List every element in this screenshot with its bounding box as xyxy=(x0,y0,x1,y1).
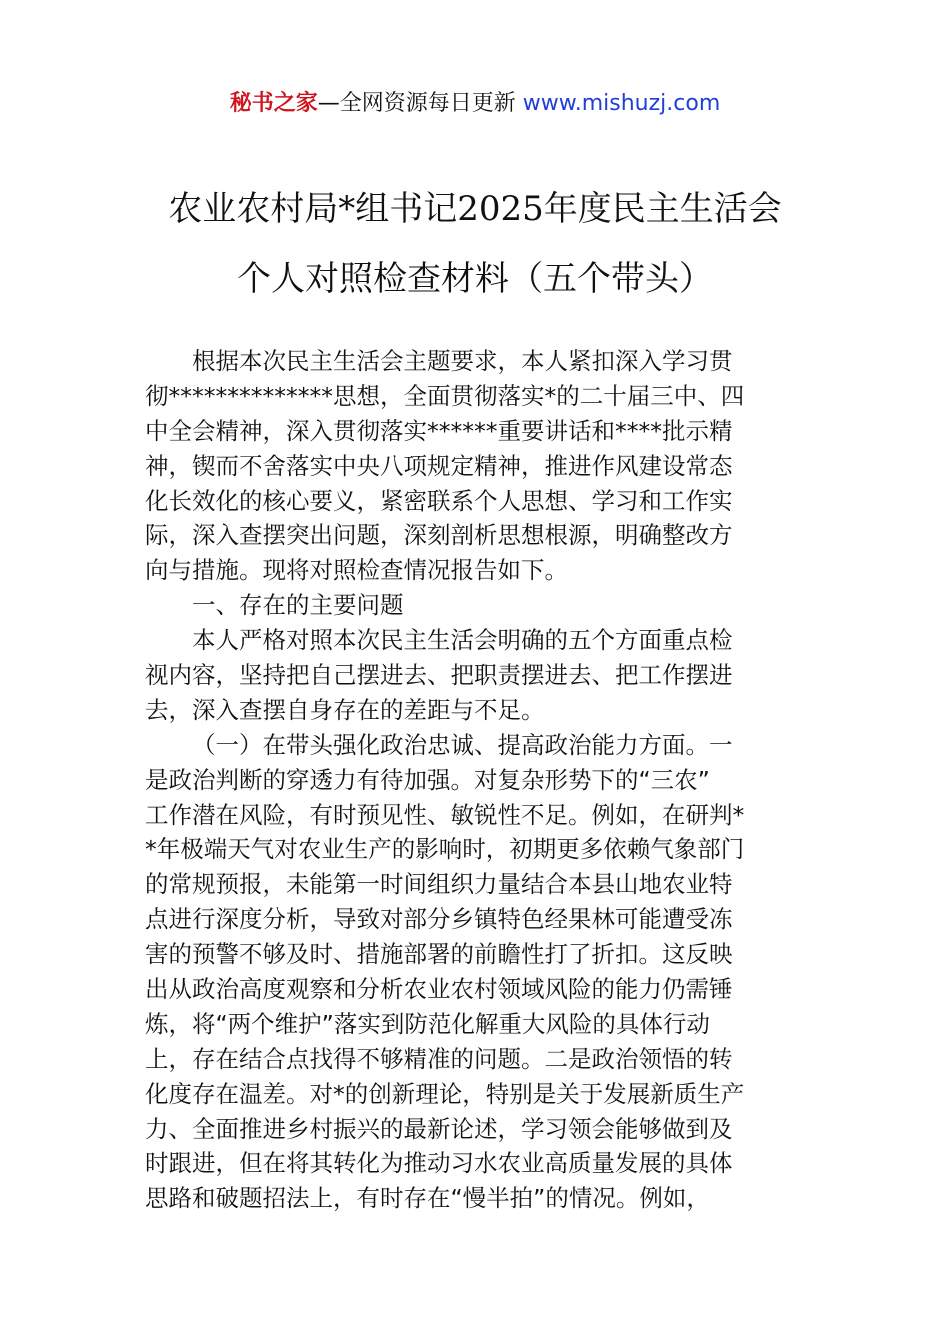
body-line: 根据本次民主生活会主题要求，本人紧扣深入学习贯 xyxy=(192,347,733,375)
body-line: 向与措施。现将对照检查情况报告如下。 xyxy=(145,556,568,585)
body-line: 本人严格对照本次民主生活会明确的五个方面重点检 xyxy=(192,626,733,655)
body-line: （一）在带头强化政治忠诚、提高政治能力方面。一 xyxy=(192,730,733,759)
body-line: 上，存在结合点找得不够精准的问题。二是政治领悟的转 xyxy=(145,1044,733,1073)
banner-tagline: —全网资源每日更新 xyxy=(317,91,523,116)
body-line: 思路和破题招法上，有时存在“慢半拍”的情况。例如， xyxy=(145,1184,710,1213)
document-title-line-1: 农业农村局*组书记2025年度民主生活会 xyxy=(168,189,782,229)
body-line: 去，深入查摆自身存在的差距与不足。 xyxy=(145,695,545,724)
body-line: 害的预警不够及时、措施部署的前瞻性打了折扣。这反映 xyxy=(145,940,733,969)
body-line: 力、全面推进乡村振兴的最新论述，学习领会能够做到及 xyxy=(145,1114,733,1143)
body-line: 是政治判断的穿透力有待加强。对复杂形势下的“三农” xyxy=(145,765,710,794)
body-line: 点进行深度分析，导致对部分乡镇特色经果林可能遭受冻 xyxy=(145,905,733,934)
body-line: *年极端天气对农业生产的影响时，初期更多依赖气象部门 xyxy=(145,835,745,864)
body-line: 炼，将“两个维护”落实到防范化解重大风险的具体行动 xyxy=(145,1009,710,1038)
section-heading: 一、存在的主要问题 xyxy=(192,591,404,620)
body-line: 出从政治高度观察和分析农业农村领域风险的能力仍需锤 xyxy=(145,975,733,1004)
body-line: 化长效化的核心要义，紧密联系个人思想、学习和工作实 xyxy=(145,486,733,515)
document-title-line-2: 个人对照检查材料（五个带头） xyxy=(237,259,713,299)
brand-name: 秘书之家 xyxy=(229,91,318,116)
body-line: 工作潜在风险，有时预见性、敏锐性不足。例如，在研判* xyxy=(145,800,745,829)
body-line: 神，锲而不舍落实中央八项规定精神，推进作风建设常态 xyxy=(145,451,733,480)
website-link[interactable]: www.mishuzj.com xyxy=(522,91,721,116)
document-body xyxy=(145,344,805,1216)
body-line: 中全会精神，深入贯彻落实******重要讲话和****批示精 xyxy=(145,416,733,445)
body-line: 彻**************思想，全面贯彻落实*的二十届三中、四 xyxy=(145,381,745,410)
body-line: 视内容，坚持把自己摆进去、把职责摆进去、把工作摆进 xyxy=(145,661,733,690)
header-banner xyxy=(0,88,950,120)
body-line: 化度存在温差。对*的创新理论，特别是关于发展新质生产 xyxy=(145,1079,745,1108)
body-line: 的常规预报，未能第一时间组织力量结合本县山地农业特 xyxy=(145,870,733,899)
body-line: 时跟进，但在将其转化为推动习水农业高质量发展的具体 xyxy=(145,1149,733,1178)
body-line: 际，深入查摆突出问题，深刻剖析思想根源，明确整改方 xyxy=(145,521,733,550)
